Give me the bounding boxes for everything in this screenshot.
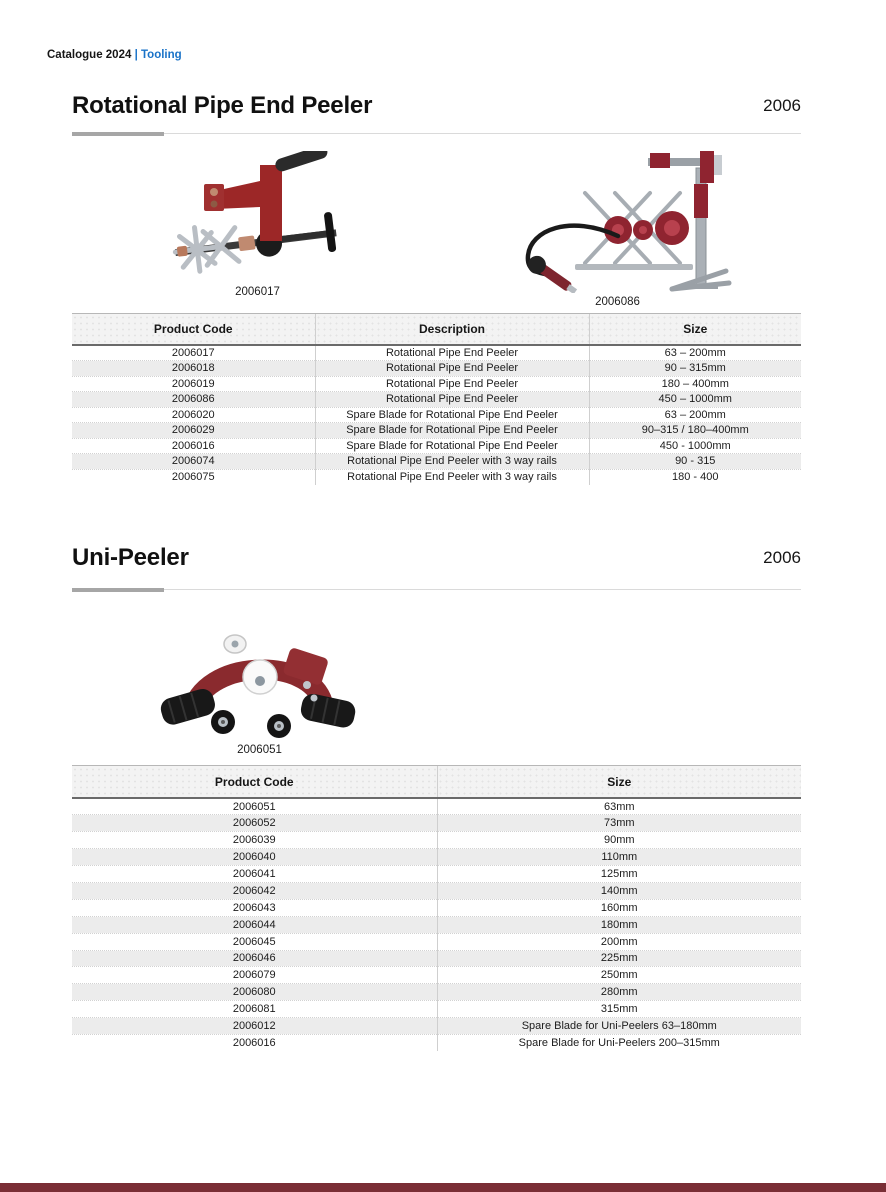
column-header: Description: [315, 314, 589, 346]
breadcrumb-catalogue: Catalogue 2024: [47, 49, 132, 61]
table-row: [72, 933, 801, 950]
table-row: [72, 407, 801, 423]
table-row: [72, 866, 801, 883]
table-row: [72, 832, 801, 849]
table-cell: 225mm: [437, 950, 801, 967]
table-cell: 160mm: [437, 899, 801, 916]
table-cell: 90mm: [437, 832, 801, 849]
table-row: [72, 798, 801, 815]
table-row: [72, 882, 801, 899]
table-cell: Rotational Pipe End Peeler: [315, 376, 589, 392]
table-cell: 2006017: [171, 347, 215, 359]
table-cell: 2006040: [72, 849, 437, 866]
table-row: [72, 376, 801, 392]
column-header: Product Code: [72, 314, 315, 346]
table-row: [72, 849, 801, 866]
table-cell: 450 - 1000mm: [589, 438, 801, 454]
table-cell: 2006039: [72, 832, 437, 849]
table-cell: 2006080: [72, 984, 437, 1001]
table-row: [72, 438, 801, 454]
table-cell: 90 - 315: [589, 454, 801, 470]
pipe-peeler-illustration: [160, 151, 355, 283]
table-cell: 2006020: [72, 407, 315, 423]
table-cell: 280mm: [437, 984, 801, 1001]
page-number: 2006: [763, 548, 801, 567]
table-cell: 180 – 400mm: [589, 376, 801, 392]
table-row: [72, 345, 801, 361]
table-cell: 73mm: [437, 815, 801, 832]
section-title: Rotational Pipe End Peeler: [72, 92, 373, 119]
table-cell: 63mm: [437, 798, 801, 815]
table-cell: 110mm: [437, 849, 801, 866]
table-row: [72, 967, 801, 984]
table-cell: 2006018: [72, 361, 315, 377]
table-cell: 2006045: [72, 933, 437, 950]
table-row: [72, 392, 801, 408]
table-row: [72, 899, 801, 916]
table-cell: 2006041: [72, 866, 437, 883]
table-cell: 2006019: [72, 376, 315, 392]
section-rule: [72, 132, 801, 136]
table-cell: 2006029: [72, 423, 315, 439]
footer-bar: [0, 1183, 886, 1192]
table-row: [72, 1001, 801, 1018]
table-cell: Spare Blade for Rotational Pipe End Peeler: [315, 407, 589, 423]
table-cell: 125mm: [437, 866, 801, 883]
table-cell: 2006081: [72, 1001, 437, 1018]
table-cell: 450 – 1000mm: [589, 392, 801, 408]
product-image-2006086: [500, 148, 735, 308]
table-cell: Spare Blade for Uni-Peelers 200–315mm: [437, 1034, 801, 1051]
page-number: 2006: [763, 96, 801, 115]
column-header: Size: [437, 766, 801, 799]
table-row: [72, 1034, 801, 1051]
breadcrumb: [47, 49, 182, 61]
table-header-row: [72, 314, 801, 346]
table-cell: 2006016: [72, 438, 315, 454]
table-row: [72, 815, 801, 832]
table-cell: 63 – 200mm: [589, 407, 801, 423]
table-cell: 2006044: [72, 916, 437, 933]
product-image-2006017: [160, 151, 355, 298]
table-cell: 2006075: [72, 469, 315, 485]
table-cell: 2006074: [72, 454, 315, 470]
table-cell: 315mm: [437, 1001, 801, 1018]
table-row: [72, 950, 801, 967]
table-cell: Spare Blade for Rotational Pipe End Peeler: [315, 438, 589, 454]
table-cell: 200mm: [437, 933, 801, 950]
table-cell: 2006046: [72, 950, 437, 967]
table-cell: 180mm: [437, 916, 801, 933]
column-header: Size: [589, 314, 801, 346]
table-cell: Spare Blade for Rotational Pipe End Peeler: [315, 423, 589, 439]
table-cell: 140mm: [437, 882, 801, 899]
table-cell: Rotational Pipe End Peeler with 3 way rails: [315, 454, 589, 470]
table-row: [72, 984, 801, 1001]
table-cell: 2006042: [72, 882, 437, 899]
product-image-2006051: [157, 617, 362, 756]
image-caption: 2006086: [595, 296, 640, 308]
table-cell: 2006086: [72, 392, 315, 408]
table-header-row: [72, 766, 801, 799]
table-cell: 2006016: [72, 1034, 437, 1051]
table-cell: 90–315 / 180–400mm: [589, 423, 801, 439]
section-title: Uni-Peeler: [72, 544, 189, 571]
table-cell: Rotational Pipe End Peeler: [315, 361, 589, 377]
rotational-peeler-table: [72, 313, 801, 485]
section-rotational-pipe-end-peeler: [72, 92, 801, 483]
table-row: [72, 361, 801, 377]
breadcrumb-separator: |: [134, 49, 138, 61]
table-row: [72, 1018, 801, 1035]
image-caption: 2006017: [235, 286, 280, 298]
table-cell: 180 - 400: [589, 469, 801, 485]
section-rule: [72, 588, 801, 592]
hydraulic-peeler-illustration: [500, 148, 735, 293]
table-cell: 2006043: [72, 899, 437, 916]
section-uni-peeler: [72, 544, 801, 1050]
table-cell: 250mm: [437, 967, 801, 984]
table-cell: 2006051: [232, 800, 276, 813]
table-cell: Rotational Pipe End Peeler with 3 way rails: [315, 469, 589, 485]
uni-peeler-table: [72, 765, 801, 1051]
table-row: [72, 916, 801, 933]
table-cell: 2006012: [72, 1018, 437, 1035]
table-row: [72, 454, 801, 470]
table-cell: Rotational Pipe End Peeler: [315, 345, 589, 361]
table-cell: 63 – 200mm: [589, 345, 801, 361]
table-cell: 2006079: [72, 967, 437, 984]
table-row: [72, 469, 801, 485]
uni-peeler-illustration: [157, 617, 362, 741]
column-header: Product Code: [72, 766, 437, 799]
table-cell: 2006052: [72, 815, 437, 832]
image-caption: 2006051: [237, 744, 282, 756]
table-cell: Rotational Pipe End Peeler: [315, 392, 589, 408]
table-row: [72, 423, 801, 439]
breadcrumb-section-link[interactable]: Tooling: [141, 49, 182, 61]
table-cell: Spare Blade for Uni-Peelers 63–180mm: [437, 1018, 801, 1035]
table-cell: 90 – 315mm: [589, 361, 801, 377]
